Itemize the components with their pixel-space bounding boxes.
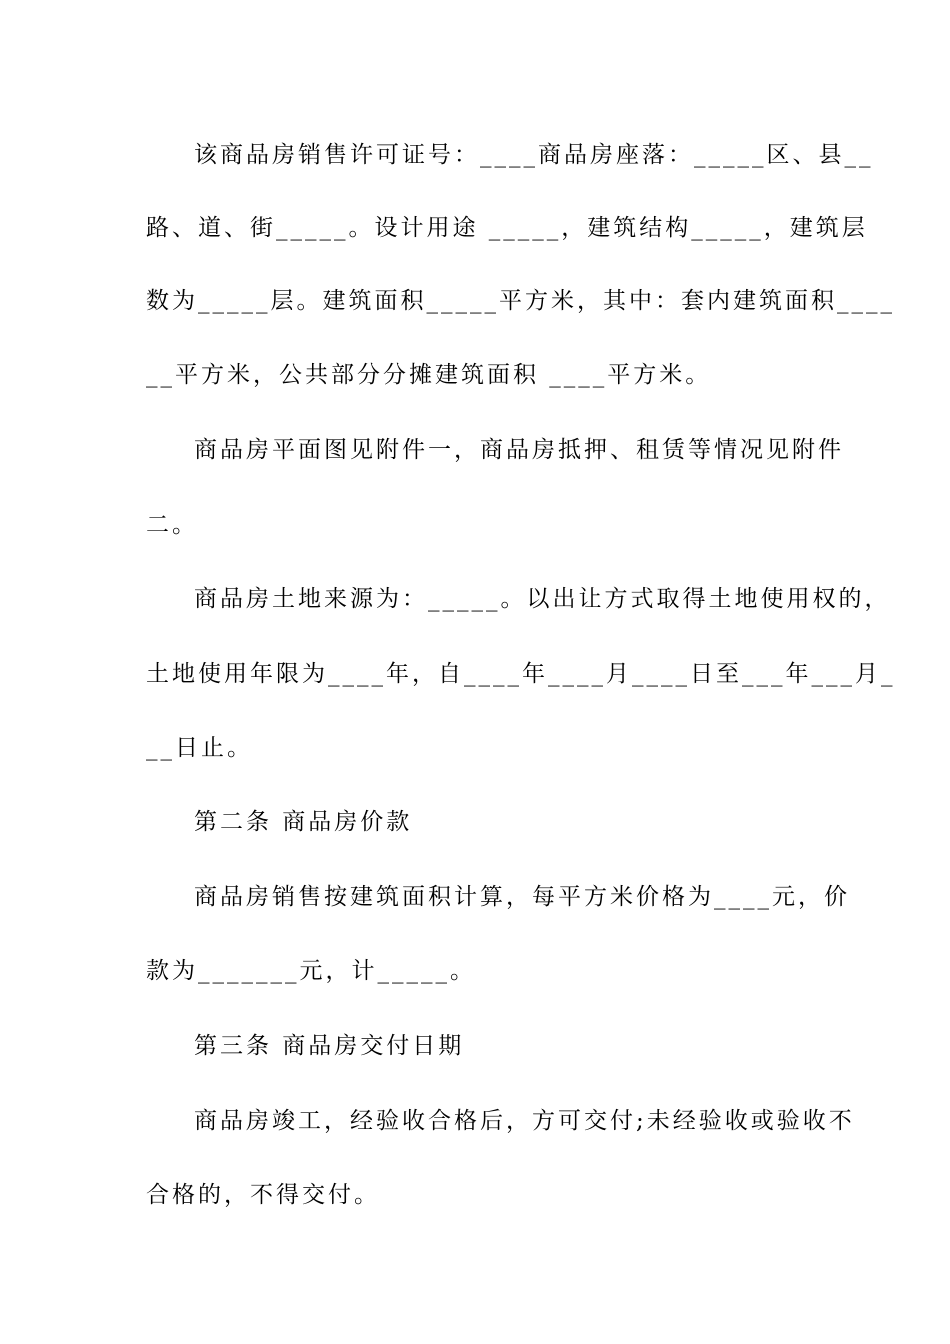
para-permit-line-3: 数为_____层。建筑面积_____平方米，其中：套内建筑面积____ [146,288,895,314]
article-3-heading: 第三条 商品房交付日期 [194,1033,465,1059]
para-permit-line-1: 该商品房销售许可证号：____商品房座落：_____区、县__ [194,142,874,168]
para-price-line-2: 款为_______元，计_____。 [146,958,476,984]
para-land-line-2: 土地使用年限为____年，自____年____月____日至___年___月_ [146,661,896,687]
para-permit-line-4: __平方米，公共部分分摊建筑面积 ____平方米。 [146,362,712,388]
para-land-line-1: 商品房土地来源为：_____。以出让方式取得土地使用权的， [194,586,891,612]
para-land-line-3: __日止。 [146,735,253,761]
para-attachment-line-2: 二。 [146,512,198,538]
para-price-line-1: 商品房销售按建筑面积计算，每平方米价格为____元，价 [194,884,850,910]
para-attachment-line-1: 商品房平面图见附件一，商品房抵押、租赁等情况见附件 [194,437,844,463]
para-permit-line-2: 路、道、街_____。设计用途 _____，建筑结构_____，建筑层 [146,215,868,241]
para-delivery-line-2: 合格的，不得交付。 [146,1182,380,1208]
article-2-heading: 第二条 商品房价款 [194,809,413,835]
para-delivery-line-1: 商品房竣工，经验收合格后，方可交付;未经验收或验收不 [194,1108,855,1134]
